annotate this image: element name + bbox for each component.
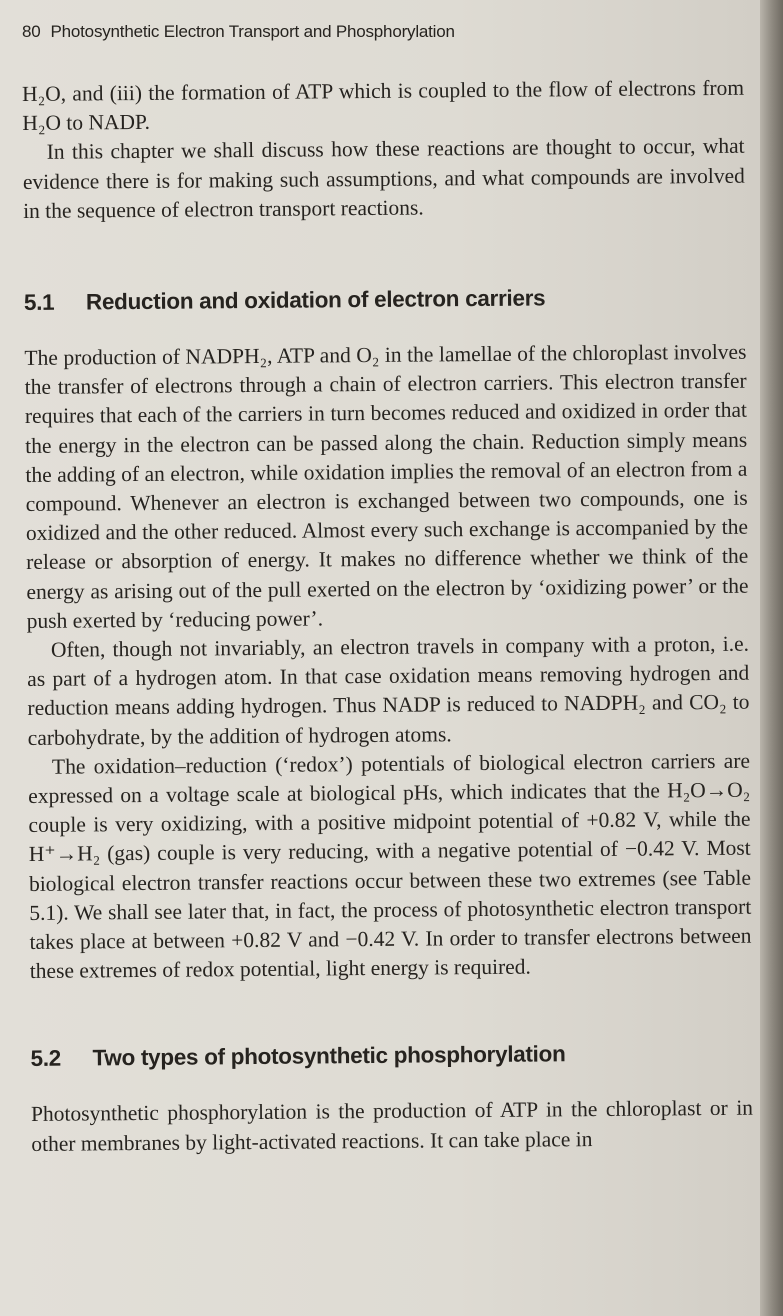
running-header (22, 22, 455, 42)
running-title: Photosynthetic Electron Transport and Phosphorylation (50, 22, 455, 41)
page-body (22, 74, 753, 1159)
section-title: Two types of photosynthetic phosphorylation (92, 1041, 566, 1071)
intro-paragraph-2: In this chapter we shall discuss how these reactions are thought to occur, what evidence there is for making such assumptions, and what compounds are involved in the sequence of electron transport reactions. (22, 134, 745, 223)
section-title: Reduction and oxidation of electron carriers (85, 285, 546, 315)
section-5-1-paragraph-1: The production of NADPH₂, ATP and O₂ in the lamellae of the chloroplast involves the transfer of electrons through a chain of electron carriers. This electron transfer requires that each of the carriers in turn becomes reduced and oxidized in order that the energy in the electron can be passed along the chain. Reduction simply means the adding of an electron, while oxidation implies the removal of an electron from a compound. Whenever an electron is exchanged between two compounds, one is oxidized and the other reduced. Almost every such exchange is accompanied by the release or absorption of energy. It makes no difference whether we think of the energy as arising out of the pull exerted on the electron by ‘oxidizing power’ or the push exerted by ‘reducing power’. (24, 339, 749, 633)
section-heading-5-1 (24, 284, 746, 316)
section-number: 5.1 (23, 289, 55, 316)
intro-paragraph-1: H₂O, and (iii) the formation of ATP which is coupled to the flow of electrons from H₂O to NADP. (22, 75, 745, 136)
section-5-1-paragraph-3: The oxidation–reduction (‘redox’) potentials of biological electron carriers are expressed on a voltage scale at biological pHs, which indicates that the H₂O→O₂ couple is very oxidizing, with a positive midpoint potential of +0.82 V, while the H⁺→H₂ (gas) couple is very reducing, with a negative potential of −0.42 V. Most biological electron transfer reactions occur between these two extremes (see Table 5.1). We shall see later that, in fact, the process of photosynthetic electron transport takes place at between +0.82 V and −0.42 V. In order to transfer electrons between these extremes of redox potential, light energy is required. (28, 748, 752, 984)
page-edge (760, 0, 783, 1316)
section-5-1-paragraph-2: Often, though not invariably, an electron travels in company with a proton, i.e. as part of a hydrogen atom. In that case oxidation means removing hydrogen and reduction means adding hydrogen. Thus NADP is reduced to NADPH₂ and CO₂ to carbohydrate, by the addition of hydrogen atoms. (27, 631, 750, 750)
section-5-2-paragraph-1: Photosynthetic phosphorylation is the production of ATP in the chloroplast or in other membranes by light-activated reactions. It can take place in (30, 1096, 754, 1156)
section-number: 5.2 (30, 1046, 62, 1072)
section-heading-5-2 (30, 1040, 752, 1072)
page-number: 80 (22, 22, 41, 41)
